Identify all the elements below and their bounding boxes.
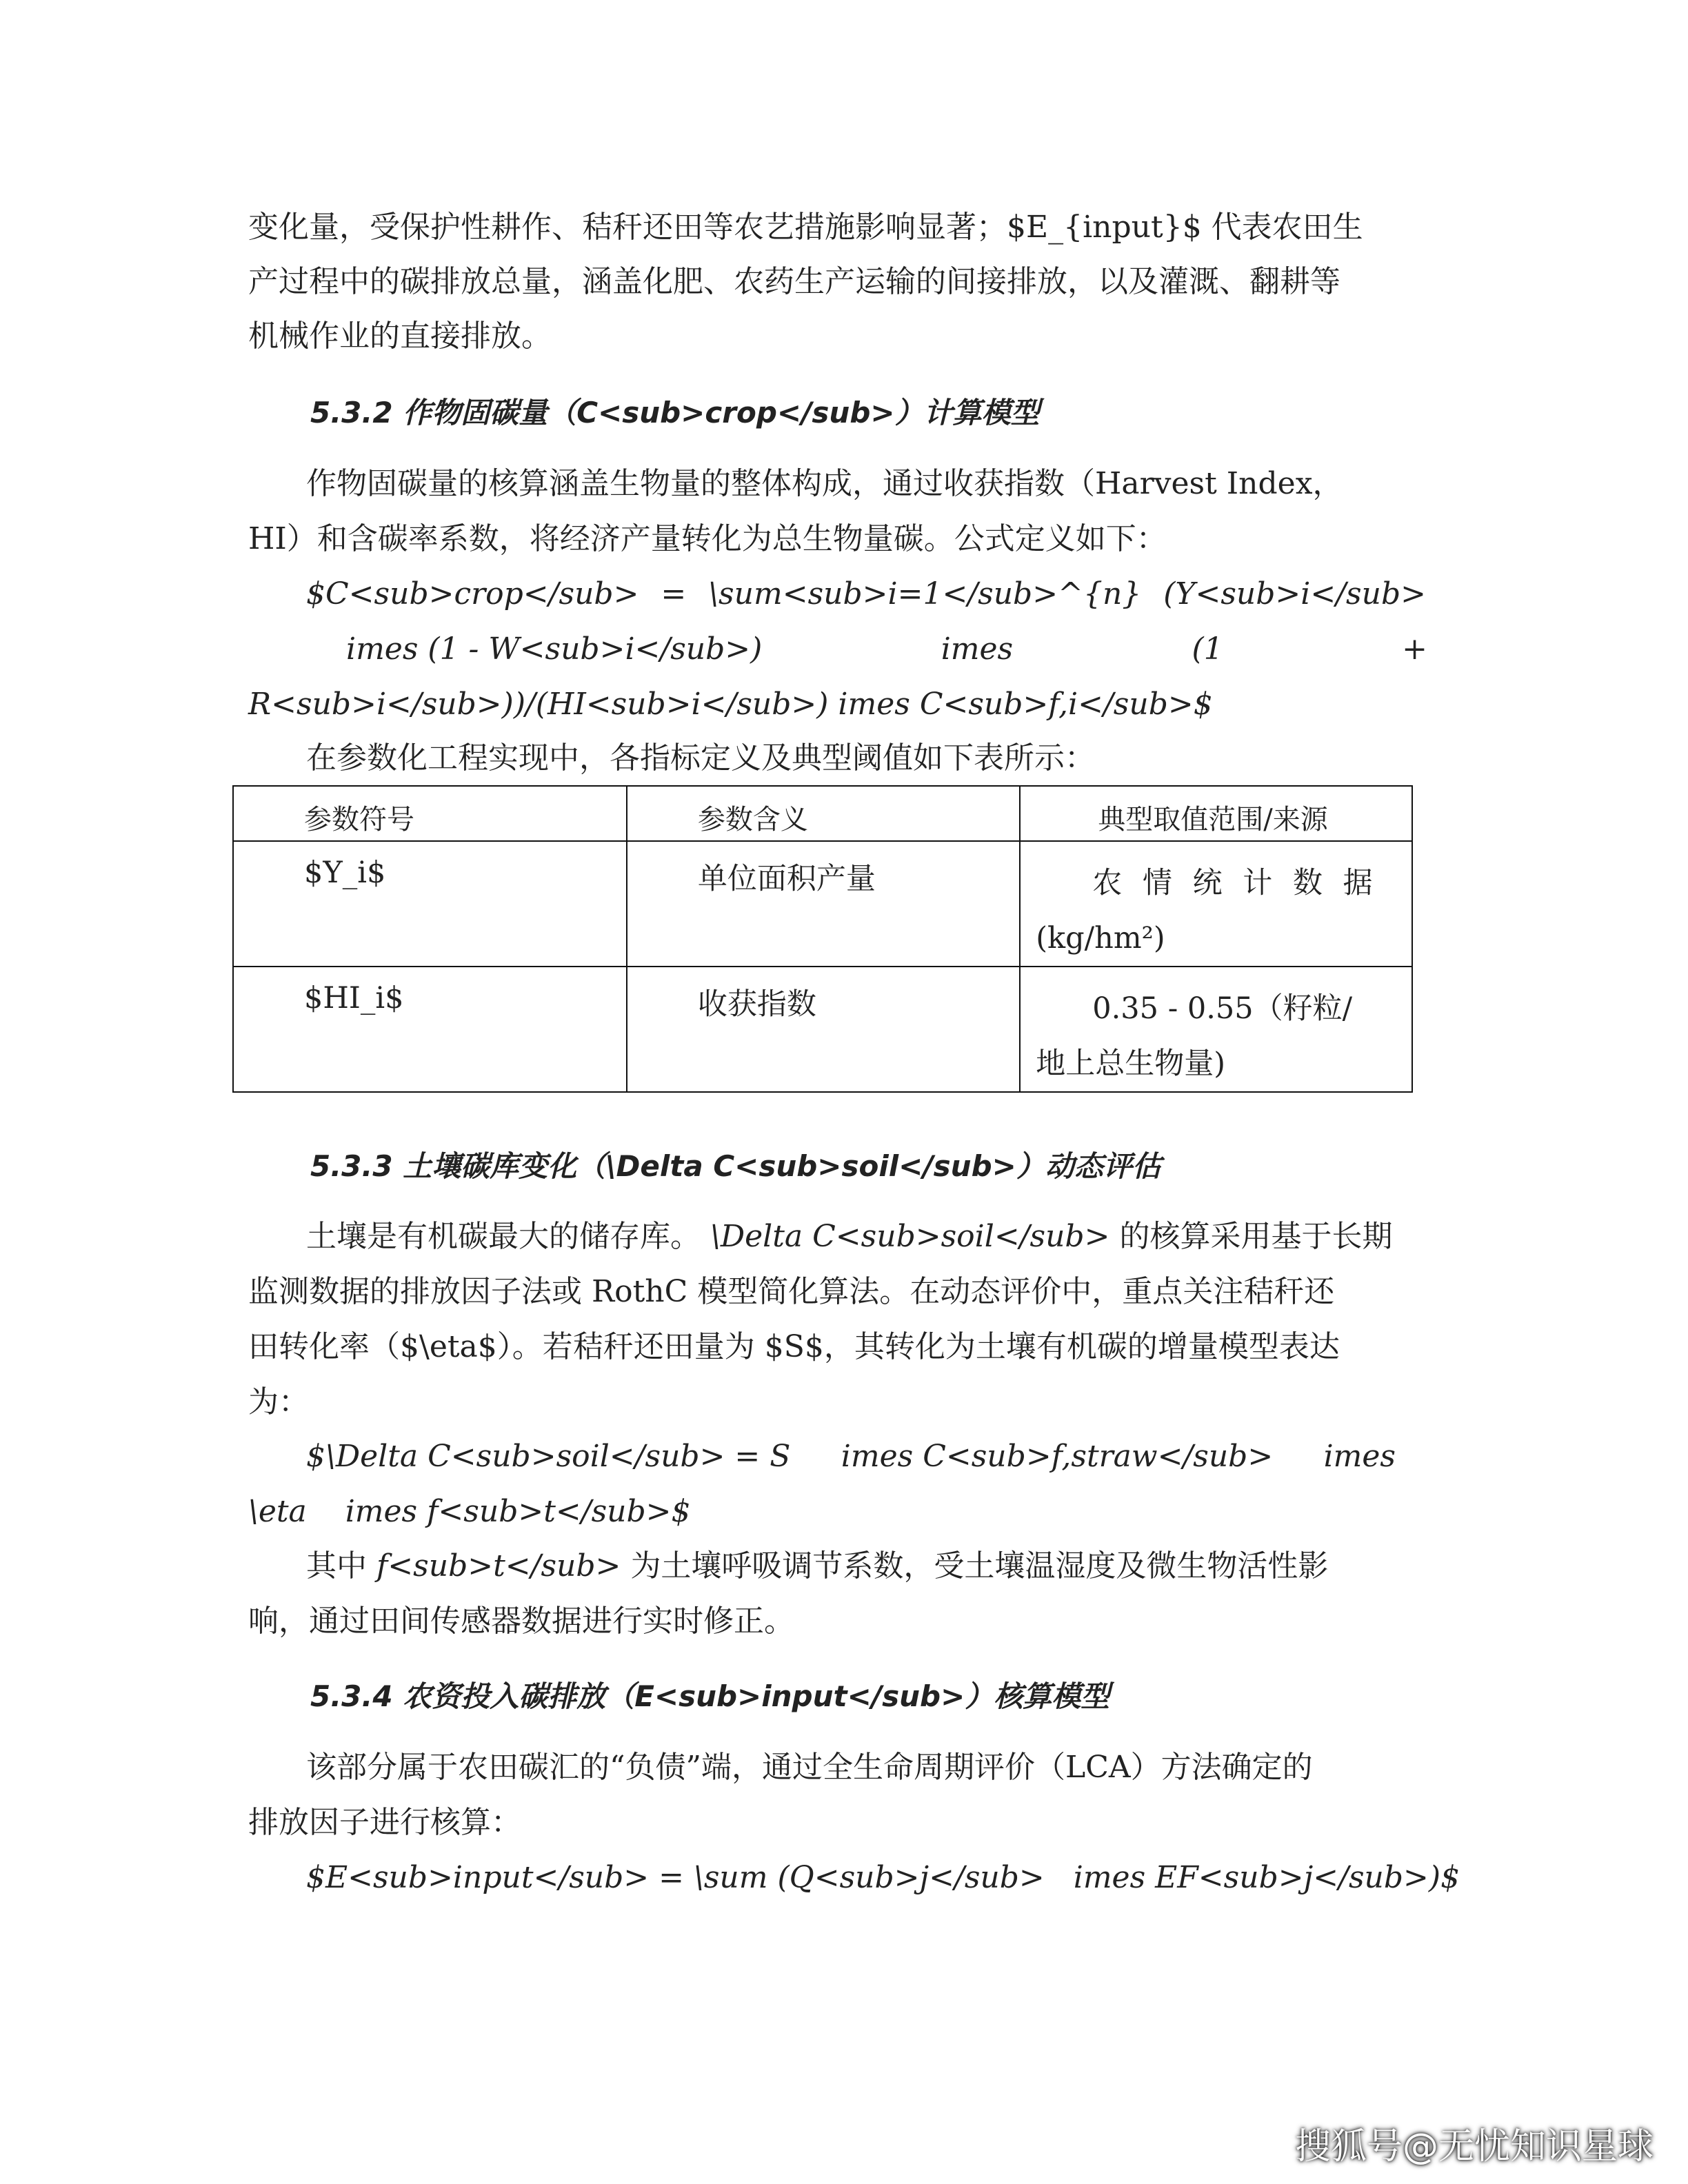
formula-part: (1 <box>1192 631 1223 667</box>
section-533-note-line-1 <box>306 1546 1328 1587</box>
section-533-para-line-2: 监测数据的排放因子法或 RothC 模型简化算法。在动态评价中，重点关注秸秆还 <box>248 1274 1335 1309</box>
paragraph-1-line-2: 产过程中的碳排放总量，涵盖化肥、农药生产运输的间接排放，以及灌溉、翻耕等 <box>248 264 1340 299</box>
table-cell-meaning: 收获指数 <box>697 987 816 1022</box>
section-533-para-line-3: 田转化率（$\eta$）。若秸秆还田量为 $S$，其转化为土壤有机碳的增量模型表达 <box>248 1329 1340 1364</box>
table-row <box>233 967 1412 1092</box>
section-532-para-line-2: HI）和含碳率系数，将经济产量转化为总生物量碳。公式定义如下： <box>248 521 1167 556</box>
table-cell-symbol: $HI_i$ <box>304 981 404 1015</box>
table-cell-range-line-1: 0.35 - 0.55（籽粒/ <box>1092 991 1353 1026</box>
formula-part: + <box>1402 631 1427 667</box>
table-cell-range-line-2: (kg/hm²) <box>1036 921 1165 956</box>
section-534-formula: $E<sub>input</sub> = \sum (Q<sub>j</sub> imes EF<sub>j</sub>)$ <box>306 1860 1460 1895</box>
table-cell-symbol: $Y_i$ <box>304 856 386 890</box>
formula-part: = <box>661 576 687 611</box>
section-534-para-line-2: 排放因子进行核算： <box>248 1805 521 1840</box>
table-header-cell: 典型取值范围/来源 <box>1098 804 1328 836</box>
text-span: 的核算采用基于长期 <box>1119 1219 1393 1254</box>
section-533-formula-line-1 <box>306 1436 1396 1477</box>
section-534-heading: 5.3.4 农资投入碳排放（E<sub>input</sub>）核算模型 <box>310 1679 1110 1713</box>
formula-part: imes <box>941 631 1014 667</box>
formula-part: (Y<sub>i</sub> <box>1163 576 1426 611</box>
text-span: 其中 <box>306 1548 367 1584</box>
section-533-para-line-4: 为： <box>248 1384 309 1419</box>
formula-part: imes C<sub>f,straw</sub> <box>841 1439 1274 1474</box>
paragraph-1-line-3: 机械作业的直接排放。 <box>248 318 552 354</box>
formula-part: imes <box>1323 1439 1396 1474</box>
formula-part: \sum<sub>i=1</sub>^{n} <box>708 576 1142 611</box>
section-532-table-intro: 在参数化工程实现中，各指标定义及典型阈值如下表所示： <box>306 740 1095 776</box>
text-span: 土壤是有机碳最大的储存库。 <box>306 1219 701 1254</box>
table-cell-meaning: 单位面积产量 <box>697 862 876 896</box>
formula-span: \Delta C<sub>soil</sub> <box>710 1219 1110 1254</box>
section-533-para-line-1 <box>306 1216 1392 1257</box>
section-533-heading: 5.3.3 土壤碳库变化（\Delta C<sub>soil</sub>）动态评估 <box>310 1149 1161 1183</box>
table-cell-range <box>1021 842 1411 966</box>
formula-span: f<sub>t</sub> <box>376 1548 621 1584</box>
section-532-formula-line-2 <box>346 629 1427 670</box>
section-532-formula-line-3: R<sub>i</sub>))/(HI<sub>i</sub>) imes C<sub>f,i</sub>$ <box>248 687 1213 722</box>
section-533-formula-line-2: \eta imes f<sub>t</sub>$ <box>248 1494 691 1529</box>
table-cell-range-line-2: 地上总生物量) <box>1036 1046 1226 1081</box>
paragraph-1-line-1: 变化量，受保护性耕作、秸秆还田等农艺措施影响显著；$E_{input}$ 代表农田生 <box>248 210 1363 245</box>
section-532-para-line-1: 作物固碳量的核算涵盖生物量的整体构成，通过收获指数（Harvest Index， <box>306 466 1343 501</box>
parameter-table <box>232 785 1413 1093</box>
section-533-note-line-2: 响，通过田间传感器数据进行实时修正。 <box>248 1604 794 1639</box>
table-header-cell: 参数含义 <box>697 804 808 836</box>
table-row <box>233 841 1412 967</box>
formula-part: imes (1 - W<sub>i</sub>) <box>346 631 763 667</box>
table-cell-range-line-1: 农 情 统 计 数 据 <box>1092 866 1378 900</box>
table-header-cell: 参数符号 <box>304 804 414 836</box>
text-span: 为土壤呼吸调节系数，受土壤温湿度及微生物活性影 <box>630 1548 1329 1584</box>
section-532-formula-line-1 <box>306 574 1426 615</box>
formula-part: $C<sub>crop</sub> <box>306 576 639 611</box>
table-header-row <box>233 786 1412 841</box>
table-cell-range <box>1021 967 1411 1091</box>
formula-part: $\Delta C<sub>soil</sub> = S <box>306 1439 791 1474</box>
watermark-text: 搜狐号@无忧知识星球 <box>1294 2126 1654 2167</box>
section-532-heading: 5.3.2 作物固碳量（C<sub>crop</sub>）计算模型 <box>310 396 1040 429</box>
section-534-para-line-1: 该部分属于农田碳汇的“负债”端，通过全生命周期评价（LCA）方法确定的 <box>306 1750 1313 1785</box>
